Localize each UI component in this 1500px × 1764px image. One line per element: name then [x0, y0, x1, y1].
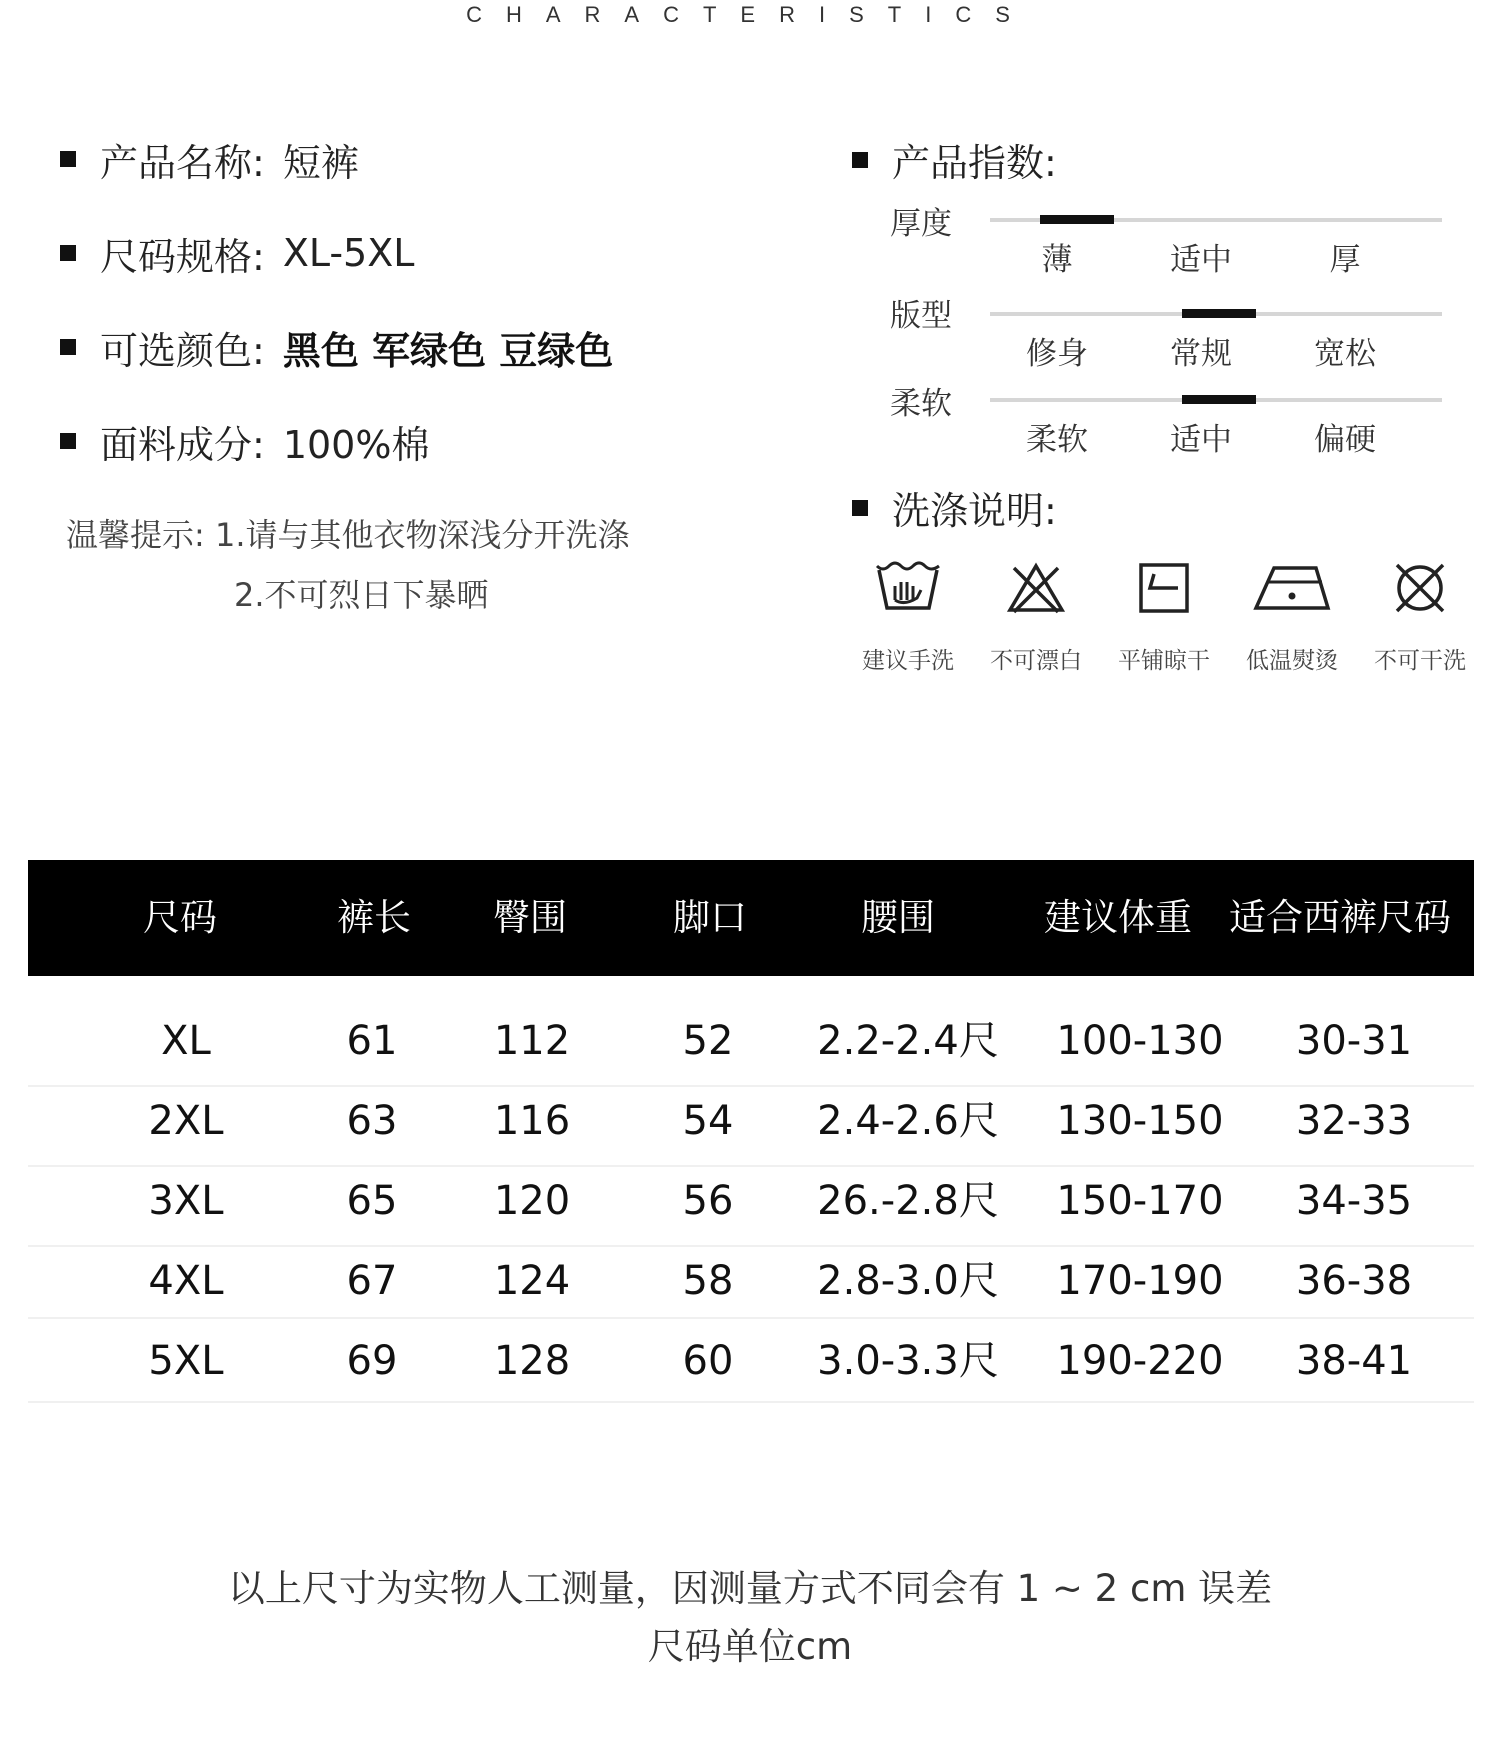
table-cell: 170-190 — [1056, 1258, 1224, 1304]
info-colors — [60, 322, 613, 372]
table-cell: 36-38 — [1295, 1258, 1413, 1304]
index-label: 柔软 — [890, 386, 952, 422]
table-cell: 2.8-3.0尺 — [817, 1258, 999, 1304]
table-cell: 67 — [346, 1258, 398, 1304]
table-cell: 2.4-2.6尺 — [817, 1098, 999, 1144]
row-divider — [28, 1401, 1474, 1403]
bullet-icon — [852, 500, 868, 516]
info-value: 100%棉 — [282, 422, 430, 467]
index-row-fit — [890, 290, 1450, 380]
table-cell: 52 — [682, 1018, 734, 1064]
care-no-bleach — [976, 560, 1096, 675]
low-iron-icon — [1250, 560, 1334, 616]
table-cell: 3.0-3.3尺 — [817, 1338, 999, 1384]
table-cell: 116 — [493, 1098, 571, 1144]
size-table-header — [28, 860, 1474, 976]
unit-note: 尺码单位cm — [647, 1625, 853, 1668]
table-cell: 30-31 — [1295, 1018, 1413, 1064]
care-low-iron — [1232, 560, 1352, 675]
table-header-size: 尺码 — [143, 896, 217, 939]
bullet-icon — [60, 339, 76, 355]
table-cell: 4XL — [148, 1258, 224, 1304]
index-label: 厚度 — [890, 206, 952, 242]
table-header-hip: 臀围 — [493, 896, 567, 939]
table-cell: 2.2-2.4尺 — [817, 1018, 999, 1064]
table-cell: 124 — [493, 1258, 571, 1304]
row-divider — [28, 1165, 1474, 1167]
index-option: 厚 — [1329, 242, 1361, 278]
table-row — [28, 1256, 1474, 1306]
table-cell: 32-33 — [1295, 1098, 1413, 1144]
table-cell: 56 — [682, 1178, 734, 1224]
info-label: 面料成分: — [100, 422, 265, 467]
index-option: 宽松 — [1314, 336, 1376, 372]
index-row-thickness — [890, 198, 1450, 288]
dry-flat-icon — [1136, 560, 1192, 616]
info-value: 黑色 军绿色 豆绿色 — [282, 328, 614, 373]
info-label: 产品名称: — [100, 140, 265, 185]
index-option: 修身 — [1026, 336, 1088, 372]
care-dry-flat — [1104, 560, 1224, 675]
bullet-icon — [60, 245, 76, 261]
index-option: 薄 — [1041, 242, 1073, 278]
table-cell: 60 — [682, 1338, 734, 1384]
table-cell: 34-35 — [1295, 1178, 1413, 1224]
index-title — [852, 132, 1057, 187]
table-cell: 190-220 — [1056, 1338, 1224, 1384]
table-cell: 2XL — [148, 1098, 224, 1144]
bullet-icon — [60, 433, 76, 449]
info-label: 可选颜色: — [100, 328, 265, 373]
care-label: 平铺晾干 — [1118, 648, 1210, 674]
index-marker — [1182, 395, 1256, 404]
washing-title-text: 洗涤说明: — [892, 489, 1057, 533]
measurement-note: 以上尺寸为实物人工测量，因测量方式不同会有 1 ~ 2 cm 误差 — [227, 1567, 1273, 1610]
table-cell: 3XL — [148, 1178, 224, 1224]
bullet-icon — [60, 151, 76, 167]
index-option: 柔软 — [1026, 422, 1088, 458]
table-cell: 130-150 — [1056, 1098, 1224, 1144]
hand-wash-icon — [873, 560, 943, 616]
table-header-weight: 建议体重 — [1044, 896, 1192, 939]
table-row — [28, 1096, 1474, 1146]
table-cell: 58 — [682, 1258, 734, 1304]
table-cell: 120 — [493, 1178, 571, 1224]
table-cell: 112 — [493, 1018, 571, 1064]
table-cell: 65 — [346, 1178, 398, 1224]
tip-line-2: 2.不可烈日下暴晒 — [234, 576, 489, 614]
table-cell: 54 — [682, 1098, 734, 1144]
row-divider — [28, 1245, 1474, 1247]
index-title-text: 产品指数: — [892, 141, 1057, 185]
table-cell: 63 — [346, 1098, 398, 1144]
care-label: 低温熨烫 — [1246, 648, 1338, 674]
info-fabric — [60, 416, 429, 466]
info-size-spec — [60, 228, 414, 278]
table-cell: 61 — [346, 1018, 398, 1064]
table-cell: 150-170 — [1056, 1178, 1224, 1224]
index-marker — [1040, 215, 1114, 224]
table-header-length: 裤长 — [337, 896, 411, 939]
care-label: 不可漂白 — [990, 648, 1082, 674]
no-bleach-icon — [1006, 560, 1066, 616]
care-label: 不可干洗 — [1374, 648, 1466, 674]
table-cell: 100-130 — [1056, 1018, 1224, 1064]
no-dry-clean-icon — [1391, 560, 1449, 616]
tip-line-1: 温馨提示: 1.请与其他衣物深浅分开洗涤 — [66, 516, 630, 554]
row-divider — [28, 1317, 1474, 1319]
index-option: 适中 — [1170, 422, 1232, 458]
index-marker — [1182, 309, 1256, 318]
section-heading: CHARACTERISTICS — [466, 2, 1034, 27]
info-value: XL-5XL — [282, 231, 415, 275]
info-label: 尺码规格: — [100, 234, 265, 279]
info-product-name — [60, 134, 359, 184]
care-label: 建议手洗 — [862, 648, 954, 674]
row-divider — [28, 1085, 1474, 1087]
index-label: 版型 — [890, 298, 952, 334]
care-hand-wash — [848, 560, 968, 675]
index-row-softness — [890, 378, 1450, 468]
index-option: 偏硬 — [1314, 422, 1376, 458]
care-no-dry-clean — [1360, 560, 1480, 675]
table-row — [28, 1016, 1474, 1066]
table-cell: 128 — [493, 1338, 571, 1384]
table-cell: XL — [161, 1018, 211, 1064]
table-row — [28, 1176, 1474, 1226]
washing-title — [852, 480, 1057, 535]
table-cell: 26.-2.8尺 — [817, 1178, 999, 1224]
table-cell: 5XL — [148, 1338, 224, 1384]
bullet-icon — [852, 152, 868, 168]
table-row — [28, 1336, 1474, 1386]
info-value: 短裤 — [282, 140, 359, 185]
table-header-leg-opening: 脚口 — [673, 896, 747, 939]
table-header-trouser-size: 适合西裤尺码 — [1229, 896, 1451, 939]
table-header-waist: 腰围 — [861, 896, 935, 939]
index-option: 适中 — [1170, 242, 1232, 278]
index-option: 常规 — [1170, 336, 1232, 372]
table-cell: 69 — [346, 1338, 398, 1384]
table-cell: 38-41 — [1295, 1338, 1413, 1384]
